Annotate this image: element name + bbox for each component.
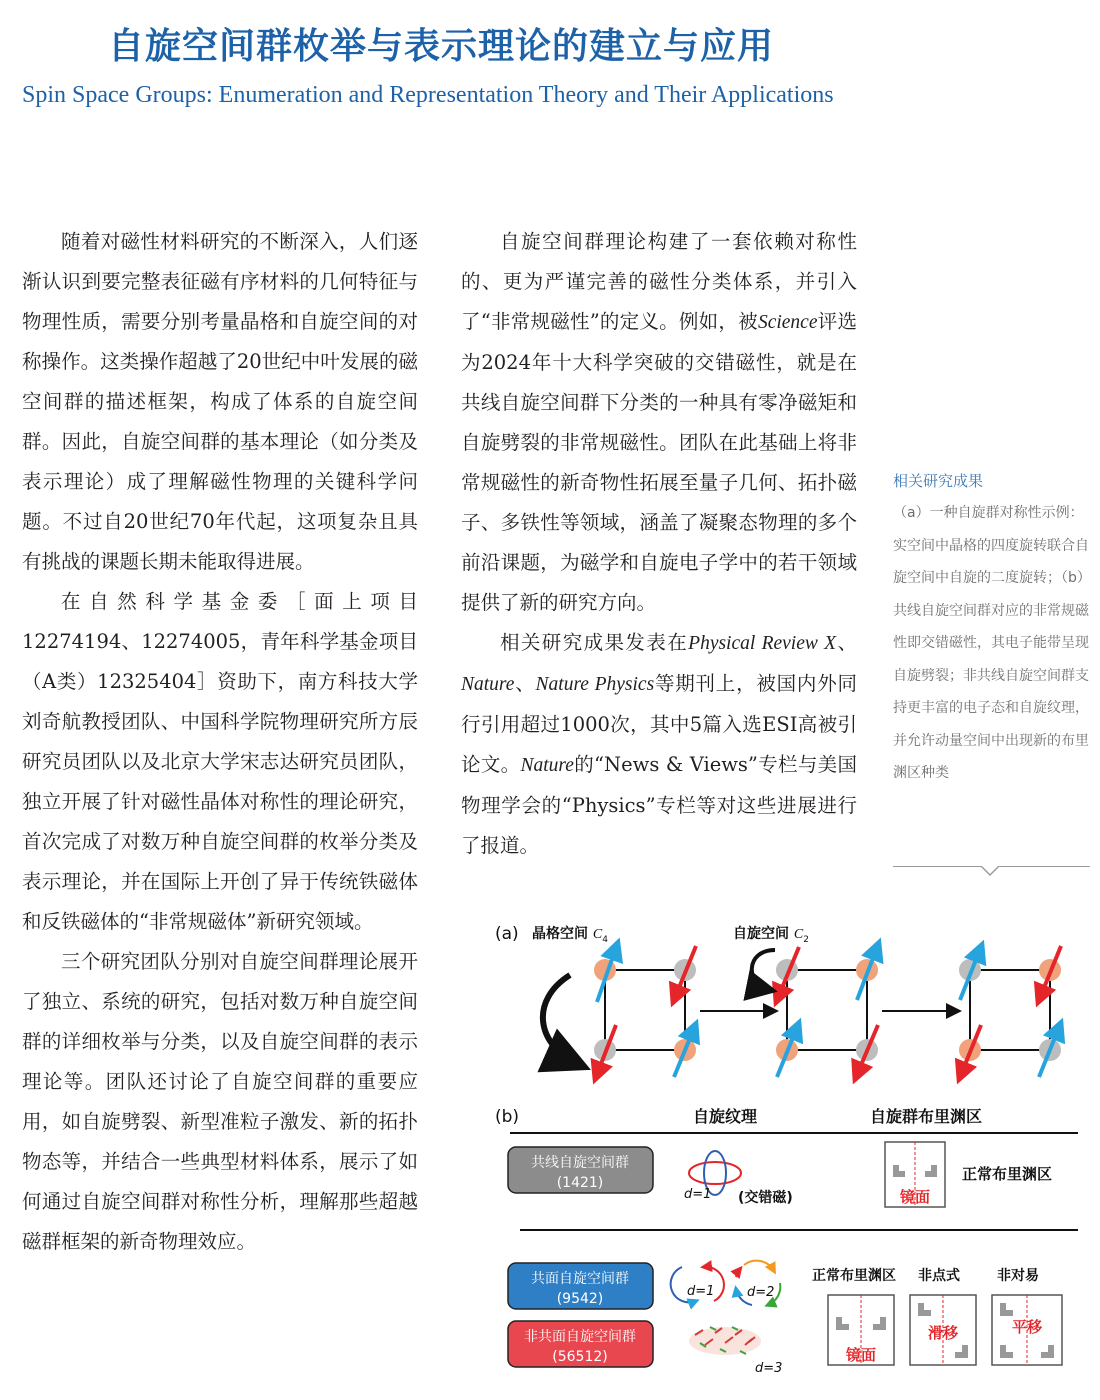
collinear-label: 共线自旋空间群 [531,1155,629,1171]
article-subtitle: Spin Space Groups: Enumeration and Representation Theory and Their Applications [22,82,834,108]
body-paragraph [461,623,857,866]
caption-body: （a）一种自旋群对称性示例：实空间中晶格的四度旋转联合自旋空间中自旋的二度旋转；（b）共线自旋空间群对应的非常规磁性即交错磁性，其电子能带呈现自旋劈裂；非共线自旋空间群支持更丰富的电子态和自旋纹理，并允许动量空间中出现新的布里渊区种类 [893,505,1089,781]
c2-rotation-arrow [752,950,775,990]
journal-name: Nature [461,674,515,695]
text-run: 、 [836,631,857,654]
nonsymmorphic-label: 非点式 [918,1268,960,1284]
lattice-space-label [532,925,608,945]
coplanar-count: (9542) [556,1291,604,1307]
noncoplanar-count: (56512) [552,1349,608,1365]
left-column [22,222,418,1262]
c4-rotation-arrow [543,975,580,1065]
panel-a-label: (a) [495,924,519,944]
journal-name: Science [757,312,818,333]
d1-label: d=1 [684,1187,712,1202]
noncoplanar-texture-icon [689,1327,761,1355]
glide-label: 滑移 [927,1324,959,1342]
d3-label: d=3 [755,1361,783,1376]
lattice-square-3 [959,946,1061,1077]
body-paragraph: 在自然科学基金委［面上项目12274194、12274005，青年科学基金项目（A类）12325404］资助下，南方科技大学刘奇航教授团队、中国科学院物理研究所方辰研究员团队以及北京大学宋志达研究员团队，独立开展了针对磁性晶体对称性的理论研究，首次完成了对数万种自旋空间群的枚举分类及表示理论，并在国际上开创了异于传统铁磁体和反铁磁体的“非常规磁体”新研究领域。 [22,590,418,933]
text-run: 相关研究成果发表在 [500,631,689,654]
journal-name: Nature [520,755,574,776]
text-run: 等期刊上，被国内外同行引用超过1000次，其中5篇入选ESI高被引论文。 [461,672,857,776]
text-run: 的“News & Views”专栏与美国物理学会的“Physics”专栏等对这些进展进行了报道。 [461,753,857,857]
middle-column [461,222,857,866]
caption-pointer-inner [982,866,998,874]
d2-label: d=2 [747,1285,775,1300]
translation-label: 平移 [1011,1318,1043,1336]
d1-coplanar-label: d=1 [687,1284,715,1299]
mirror-label: 镜面 [899,1188,931,1206]
text-run: 评选为2024年十大科学突破的交错磁性，就是在共线自旋空间群下分类的一种具有零净磁矩和自旋劈裂的非常规磁性。团队在此基础上将非常规磁性的新奇物性拓展至量子几何、拓扑磁子、多铁性等领域，涵盖了凝聚态物理的多个前沿课题，为磁学和自旋电子学中的若干领域提供了新的研究方向。 [461,310,857,614]
c2-operator: C [793,927,804,942]
noncoplanar-label: 非共面自旋空间群 [524,1329,636,1345]
mirror-label-2: 镜面 [845,1346,877,1364]
body-paragraph: 随着对磁性材料研究的不断深入，人们逐渐认识到要完整表征磁有序材料的几何特征与物理性质，需要分别考量晶格和自旋空间的对称操作。这类操作超越了20世纪中叶发展的磁空间群的描述框架，构成了体系的自旋空间群。因此，自旋空间群的基本理论（如分类及表示理论）成了理解磁性物理的关键科学问题。不过自20世纪70年代起，这项复杂且具有挑战的课题长期未能取得进展。 [22,230,418,573]
spin-space-label [733,925,809,945]
collinear-count: (1421) [556,1175,604,1191]
altermagnet-label: (交错磁) [738,1190,793,1206]
c4-subscript: 4 [602,935,608,945]
body-paragraph: 三个研究团队分别对自旋空间群理论展开了独立、系统的研究，包括对数万种自旋空间群的详细枚举与分类，以及自旋空间群的表示理论等。团队还讨论了自旋空间群的重要应用，如自旋劈裂、新型准粒子激发、新的拓扑物态等，并结合一些典型材料体系，展示了如何通过自旋空间群对称性分析，理解那些超越磁群框架的新奇物理效应。 [22,950,418,1253]
spin-texture-header: 自旋纹理 [693,1107,758,1126]
spin-space-text: 自旋空间 [733,926,794,942]
body-paragraph [461,222,857,623]
lattice-space-text: 晶格空间 [532,926,593,942]
c4-operator: C [592,927,603,942]
coplanar-label: 共面自旋空间群 [531,1271,629,1287]
journal-name: Nature Physics [535,674,655,695]
bz-header: 自旋群布里渊区 [870,1107,983,1126]
nontrivial-label: 非对易 [997,1268,1039,1284]
lattice-square-2 [776,945,878,1077]
text-run: 、 [514,672,536,695]
research-figure [490,905,1090,1385]
caption-heading: 相关研究成果 [893,472,984,490]
text-run: 自旋空间群理论构建了一套依赖对称性的、更为严谨完善的磁性分类体系，并引入了“非常规磁性”的定义。例如，被 [461,230,857,333]
figure-svg [490,905,1090,1385]
panel-b-label: (b) [495,1107,520,1127]
normal-bz-label: 正常布里渊区 [962,1165,1053,1183]
normal-bz-label-2: 正常布里渊区 [812,1268,896,1284]
article-title: 自旋空间群枚举与表示理论的建立与应用 [108,26,775,67]
figure-caption-sidebar [893,470,1090,790]
journal-name: Physical Review X [688,633,837,654]
lattice-square-1 [594,945,696,1077]
c2-subscript: 2 [803,935,809,945]
